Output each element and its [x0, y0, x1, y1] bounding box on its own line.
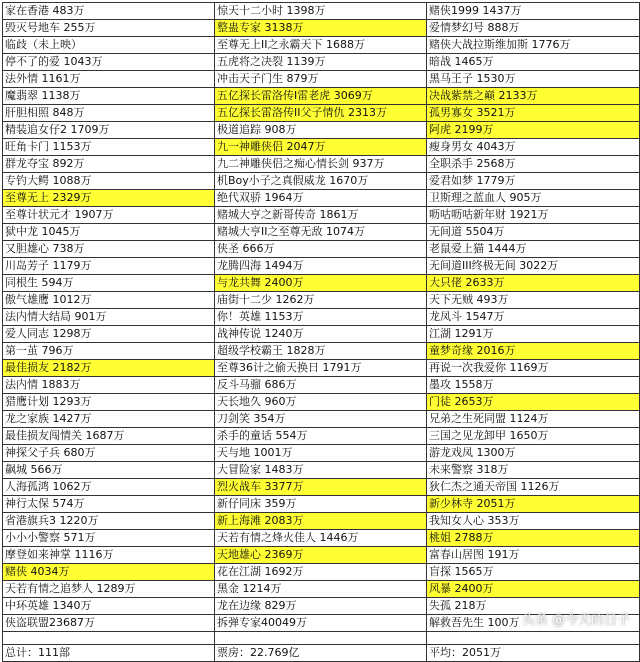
table-row — [3, 360, 640, 377]
table-cell: 精装追女仔2 1709万 — [3, 122, 215, 139]
table-cell: 中环英雄 1340万 — [3, 598, 215, 615]
table-cell: 反斗马骝 686万 — [215, 377, 427, 394]
table-row — [3, 207, 640, 224]
table-row — [3, 428, 640, 445]
table-row — [3, 326, 640, 343]
table-row — [3, 156, 640, 173]
table-row — [3, 105, 640, 122]
table-cell: 解救吾先生 100万 — [427, 615, 640, 632]
table-cell: 新仔同床 359万 — [215, 496, 427, 513]
table-cell: 停不了的爱 1043万 — [3, 54, 215, 71]
table-cell: 未来警察 318万 — [427, 462, 640, 479]
table-cell: 阿虎 2199万 — [427, 122, 640, 139]
table-cell: 天若有情之追梦人 1289万 — [3, 581, 215, 598]
table-cell: 风暴 2400万 — [427, 581, 640, 598]
table-cell: 龙凤斗 1547万 — [427, 309, 640, 326]
table-cell: 专钓大鳄 1088万 — [3, 173, 215, 190]
table-row — [3, 394, 640, 411]
table-row — [3, 173, 640, 190]
table-cell: 法内情大结局 901万 — [3, 309, 215, 326]
box-office-table — [2, 2, 640, 662]
table-cell: 五亿探长雷洛传II父子情仇 2313万 — [215, 105, 427, 122]
table-cell: 第一茧 796万 — [3, 343, 215, 360]
table-cell: 同根生 594万 — [3, 275, 215, 292]
table-cell: 龙之家族 1427万 — [3, 411, 215, 428]
table-cell: 天地雄心 2369万 — [215, 547, 427, 564]
table-cell: 五虎将之决裂 1139万 — [215, 54, 427, 71]
table-row — [3, 513, 640, 530]
table-cell: 旺角卡门 1153万 — [3, 139, 215, 156]
table-cell: 整蛊专家 3138万 — [215, 20, 427, 37]
table-cell: 惊天十二小时 1398万 — [215, 3, 427, 20]
table-row — [3, 309, 640, 326]
table-cell: 摩登如来神掌 1116万 — [3, 547, 215, 564]
table-cell: 烈火战车 3377万 — [215, 479, 427, 496]
table-cell: 神探父子兵 680万 — [3, 445, 215, 462]
table-cell: 童梦奇缘 2016万 — [427, 343, 640, 360]
table-cell: 花在江湖 1692万 — [215, 564, 427, 581]
table-cell: 法内情 1883万 — [3, 377, 215, 394]
table-cell: 最佳损友闯情关 1687万 — [3, 428, 215, 445]
table-cell — [3, 632, 215, 645]
table-cell: 群龙夺宝 892万 — [3, 156, 215, 173]
table-cell: 狄仁杰之通天帝国 1126万 — [427, 479, 640, 496]
table-row — [3, 632, 640, 645]
table-cell: 天下无贼 493万 — [427, 292, 640, 309]
table-row — [3, 462, 640, 479]
table-cell: 我知女人心 353万 — [427, 513, 640, 530]
table-cell: 魔翡翠 1138万 — [3, 88, 215, 105]
table-cell: 门徒 2653万 — [427, 394, 640, 411]
table-cell: 超级学校霸王 1828万 — [215, 343, 427, 360]
table-row — [3, 496, 640, 513]
table-row — [3, 445, 640, 462]
table-cell: 新上海滩 2083万 — [215, 513, 427, 530]
table-cell: 狱中龙 1045万 — [3, 224, 215, 241]
table-cell: 新少林寺 2051万 — [427, 496, 640, 513]
table-row — [3, 258, 640, 275]
table-cell: 法外情 1161万 — [3, 71, 215, 88]
table-row — [3, 37, 640, 54]
table-cell: 孤男寡女 3521万 — [427, 105, 640, 122]
table-cell — [215, 632, 427, 645]
table-cell: 黑金 1214万 — [215, 581, 427, 598]
table-cell: 机Boy小子之真假威龙 1670万 — [215, 173, 427, 190]
table-row — [3, 547, 640, 564]
table-cell: 卫斯理之蓝血人 905万 — [427, 190, 640, 207]
table-cell: 总计：111部 — [3, 645, 215, 662]
table-row — [3, 20, 640, 37]
table-cell: 与龙共舞 2400万 — [215, 275, 427, 292]
table-cell: 兄弟之生死同盟 1124万 — [427, 411, 640, 428]
table-cell: 赌城大亨之新哥传奇 1861万 — [215, 207, 427, 224]
table-row — [3, 292, 640, 309]
table-cell: 傲气雄鹰 1012万 — [3, 292, 215, 309]
table-cell: 庙街十二少 1262万 — [215, 292, 427, 309]
table-cell: 最佳损友 2182万 — [3, 360, 215, 377]
table-row — [3, 479, 640, 496]
table-cell: 神行太保 574万 — [3, 496, 215, 513]
table-cell: 墨攻 1558万 — [427, 377, 640, 394]
table-cell: 战神传说 1240万 — [215, 326, 427, 343]
table-row — [3, 411, 640, 428]
table-cell: 无间道III终极无间 3022万 — [427, 258, 640, 275]
table-cell: 杀手的童话 554万 — [215, 428, 427, 445]
table-cell: 侠圣 666万 — [215, 241, 427, 258]
table-cell: 川岛芳子 1179万 — [3, 258, 215, 275]
table-cell: 呖咕呖咕新年财 1921万 — [427, 207, 640, 224]
table-cell: 全职杀手 2568万 — [427, 156, 640, 173]
table-cell: 省港旗兵3 1220万 — [3, 513, 215, 530]
table-cell: 赌城大亨II之至尊无敌 1074万 — [215, 224, 427, 241]
table-cell: 侠盗联盟23687万 — [3, 615, 215, 632]
table-cell: 五亿探长雷洛传I雷老虎 3069万 — [215, 88, 427, 105]
table-cell: 瘦身男女 4043万 — [427, 139, 640, 156]
table-row — [3, 54, 640, 71]
table-cell: 盲探 1565万 — [427, 564, 640, 581]
table-cell: 极道追踪 908万 — [215, 122, 427, 139]
table-row — [3, 241, 640, 258]
table-row — [3, 71, 640, 88]
table-cell: 三国之见龙卸甲 1650万 — [427, 428, 640, 445]
table-cell: 无间道 5504万 — [427, 224, 640, 241]
table-cell: 赌侠1999 1437万 — [427, 3, 640, 20]
table-cell: 天若有情之烽火佳人 1446万 — [215, 530, 427, 547]
table-cell: 家在香港 483万 — [3, 3, 215, 20]
table-cell: 人海孤鸿 1062万 — [3, 479, 215, 496]
table-cell: 至尊无上II之永霸天下 1688万 — [215, 37, 427, 54]
table-cell: 绝代双骄 1964万 — [215, 190, 427, 207]
table-cell: 天长地久 960万 — [215, 394, 427, 411]
table-cell: 至尊无上 2329万 — [3, 190, 215, 207]
table-cell: 至尊计状元才 1907万 — [3, 207, 215, 224]
table-cell — [427, 632, 640, 645]
table-cell: 你！英雄 1153万 — [215, 309, 427, 326]
table-cell: 肝胆相照 848万 — [3, 105, 215, 122]
table-row — [3, 224, 640, 241]
table-row — [3, 275, 640, 292]
table-cell: 刀剑笑 354万 — [215, 411, 427, 428]
table-cell: 龙在边缘 829万 — [215, 598, 427, 615]
table-cell: 又胆雄心 738万 — [3, 241, 215, 258]
table-cell: 猎鹰计划 1293万 — [3, 394, 215, 411]
table-cell: 富春山居图 191万 — [427, 547, 640, 564]
table-cell: 失孤 218万 — [427, 598, 640, 615]
table-row — [3, 122, 640, 139]
table-row — [3, 3, 640, 20]
table-cell: 至尊36计之偷天换日 1791万 — [215, 360, 427, 377]
table-cell: 老鼠爱上猫 1444万 — [427, 241, 640, 258]
table-cell: 爱人同志 1298万 — [3, 326, 215, 343]
table-body — [3, 3, 640, 662]
table-cell: 桃姐 2788万 — [427, 530, 640, 547]
table-cell: 毁灭号地车 255万 — [3, 20, 215, 37]
table-row — [3, 645, 640, 662]
table-cell: 大冒险家 1483万 — [215, 462, 427, 479]
table-row — [3, 530, 640, 547]
table-row — [3, 88, 640, 105]
table-cell: 临歧（未上映） — [3, 37, 215, 54]
table-cell: 九二神雕侠侣之痴心情长剑 937万 — [215, 156, 427, 173]
table-cell: 黑马王子 1530万 — [427, 71, 640, 88]
table-cell: 暗战 1465万 — [427, 54, 640, 71]
table-row — [3, 343, 640, 360]
table-row — [3, 190, 640, 207]
table-cell: 大只佬 2633万 — [427, 275, 640, 292]
table-cell: 江湖 1291万 — [427, 326, 640, 343]
table-cell: 决战紫禁之巅 2133万 — [427, 88, 640, 105]
table-cell: 赌侠 4034万 — [3, 564, 215, 581]
table-row — [3, 139, 640, 156]
table-cell: 天与地 1001万 — [215, 445, 427, 462]
table-cell: 赌侠大战拉斯维加斯 1776万 — [427, 37, 640, 54]
table-row — [3, 564, 640, 581]
table-cell: 拆弹专家40049万 — [215, 615, 427, 632]
table-cell: 票房：22.769亿 — [215, 645, 427, 662]
table-cell: 平均：2051万 — [427, 645, 640, 662]
table-row — [3, 581, 640, 598]
table-cell: 游龙戏凤 1300万 — [427, 445, 640, 462]
table-cell: 爱君如梦 1779万 — [427, 173, 640, 190]
table-cell: 龙腾四海 1494万 — [215, 258, 427, 275]
table-cell: 冲击天子门生 879万 — [215, 71, 427, 88]
watermark: 头条 @今天的日子 — [521, 613, 630, 628]
table-cell: 再说一次我爱你 1169万 — [427, 360, 640, 377]
table-cell: 九一神雕侠侣 2047万 — [215, 139, 427, 156]
table-cell: 飙城 566万 — [3, 462, 215, 479]
table-row — [3, 377, 640, 394]
table-cell: 爱情梦幻号 888万 — [427, 20, 640, 37]
table-cell: 小小小警察 571万 — [3, 530, 215, 547]
